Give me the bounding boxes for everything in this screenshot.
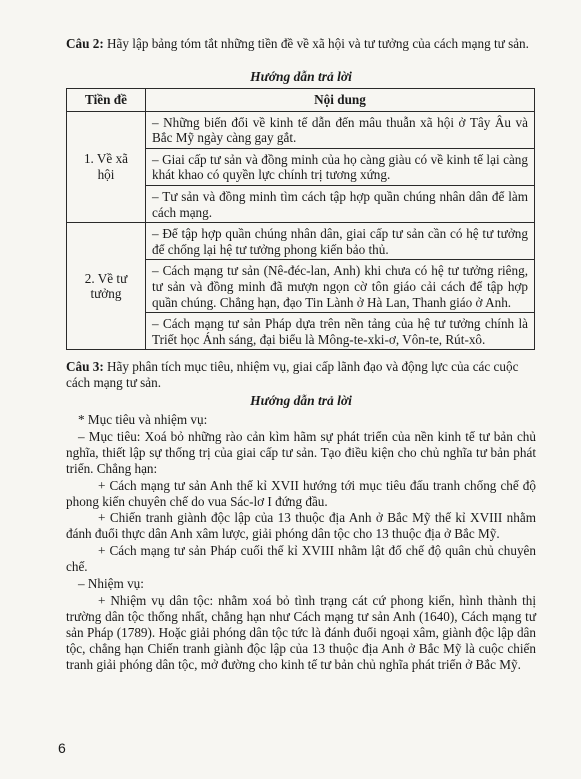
table-item: – Để tập hợp quần chúng nhân dân, giai cấp tư sản cần có hệ tư tưởng để chống lại hệ tư tưởng phong kiến bảo thủ. [146,223,534,260]
answer-paragraph: + Cách mạng tư sản Anh thế kỉ XVII hướng tới mục tiêu đấu tranh chống chế độ phong kiến chuyên chế do vua Sác-lơ I đứng đầu. [66,477,536,509]
table-item: – Giai cấp tư sản và đồng minh của họ càng giàu có về kinh tế lại càng khát khao có quyền lực chính trị tương xứng. [146,149,534,186]
guide-title: Hướng dẫn trả lời [250,69,352,84]
question-3 [66,359,536,391]
question-2-label: Câu 2: [66,36,104,51]
table-content-social [146,111,535,223]
table-category-social: 1. Về xã hội [67,111,146,223]
table-row [67,111,535,223]
question-3-text: Hãy phân tích mục tiêu, nhiệm vụ, giai cấp lãnh đạo và động lực của các cuộc cách mạng tư sản. [66,359,519,390]
table-item: – Những biến đổi về kinh tế dẫn đến mâu thuẫn xã hội ở Tây Âu và Bắc Mỹ ngày càng gay gắt. [146,112,534,149]
table-header-content: Nội dung [146,89,535,112]
guide-title-2: Hướng dẫn trả lời [250,393,352,408]
answer-paragraph: – Nhiệm vụ: [78,576,144,592]
table-content-ideology [146,223,535,350]
page-number: 6 [58,740,66,756]
question-3-label: Câu 3: [66,359,104,374]
summary-table [66,88,535,350]
table-header-row [67,89,535,112]
table-category-ideology: 2. Về tư tưởng [67,223,146,350]
answer-3-body [66,412,536,674]
question-2-text: Hãy lập bảng tóm tắt những tiền đề về xã hội và tư tưởng của cách mạng tư sản. [107,36,529,51]
answer-paragraph: + Cách mạng tư sản Pháp cuối thế kỉ XVIII nhằm lật đổ chế độ quân chủ chuyên chế. [66,543,536,575]
answer-paragraph: * Mục tiêu và nhiệm vụ: [78,412,208,427]
answer-paragraph: – Mục tiêu: Xoá bỏ những rào cản kìm hãm sự phát triển của nền kinh tế tư bản chủ nghĩa, thiết lập sự thống trị của giai cấp tư sản. Tạo điều kiện cho chủ nghĩa tư bản phát triển. Chẳng hạn: [66,428,536,476]
answer-paragraph: + Chiến tranh giành độc lập của 13 thuộc địa Anh ở Bắc Mỹ thế kỉ XVIII nhằm đánh đuổi thực dân Anh xâm lược, giải phóng dân tộc cho 13 thuộc địa ở Bắc Mỹ. [66,510,536,542]
question-2 [66,36,536,52]
table-item: – Cách mạng tư sản Pháp dựa trên nền tảng của hệ tư tưởng chính là Triết học Ánh sáng, đại biểu là Mông-te-xki-ơ, Vôn-te, Rút-xô. [152,316,528,347]
table-header-premise: Tiền đề [67,89,146,112]
table-item: – Tư sản và đồng minh tìm cách tập hợp quần chúng nhân dân để làm cách mạng. [152,188,528,220]
table-row [67,223,535,350]
answer-paragraph: + Nhiệm vụ dân tộc: nhằm xoá bỏ tình trạng cát cứ phong kiến, hình thành thị trường dân tộc thống nhất, chẳng hạn như Cách mạng tư sản Anh (1640), Cách mạng tư sản Pháp (1789). Hoặc giải phóng dân tộc tức là đánh đuổi ngoại xâm, giành độc lập dân tộc, chẳng hạn Chiến tranh giành độc lập của 13 thuộc địa Anh ở Bắc Mỹ là cuộc chiến tranh giải phóng dân tộc, mở đường cho kinh tế tư bản chủ nghĩa phát triển ở Bắc Mỹ. [66,592,536,672]
table-item: – Cách mạng tư sản (Nê-đéc-lan, Anh) khi chưa có hệ tư tưởng riêng, tư sản và đồng minh đã mượn ngọn cờ tôn giáo cải cách để tập hợp quần chúng. Chẳng hạn, đạo Tin Lành ở Hà Lan, Thanh giáo ở Anh. [146,260,534,313]
